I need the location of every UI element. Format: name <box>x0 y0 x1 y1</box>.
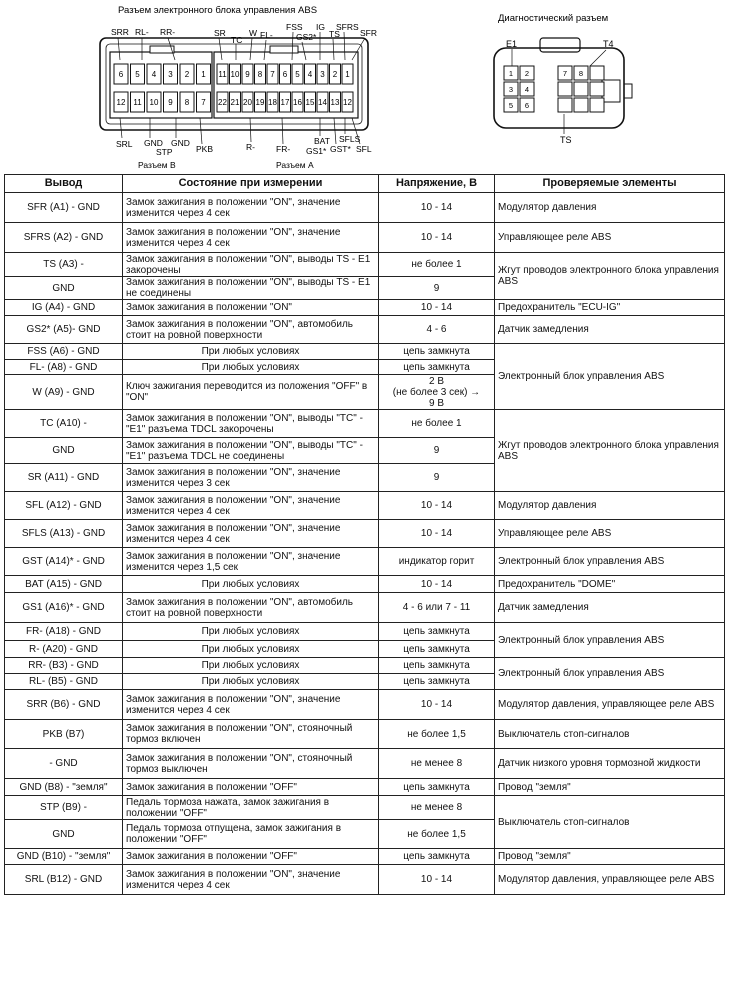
elements-cell: Датчик замедления <box>495 593 725 623</box>
table-row <box>5 253 725 277</box>
elements-cell: Модулятор давления <box>495 492 725 520</box>
condition-cell: Замок зажигания в положении "ON", стояночный тормоз выключен <box>123 749 379 779</box>
voltage-line: 2 В <box>428 375 444 387</box>
pin-cell: SFLS (A13) - GND <box>5 520 123 548</box>
pin-number: 2 <box>184 70 190 79</box>
table-row <box>5 548 725 576</box>
elements-cell: Датчик низкого уровня тормозной жидкости <box>495 749 725 779</box>
pin-number: 12 <box>116 98 126 107</box>
voltage-cell: не более 1 <box>379 253 495 277</box>
pin-label-pkb: PKB <box>196 144 214 154</box>
pin-label-gnd-2: GND <box>171 138 190 148</box>
pin-cell: SFRS (A2) - GND <box>5 223 123 253</box>
condition-cell: При любых условиях <box>123 623 379 641</box>
pin-label-sfl: SFL <box>356 144 372 154</box>
table-row <box>5 316 725 344</box>
voltage-cell: 10 - 14 <box>379 223 495 253</box>
connector-a-top-labels <box>214 22 377 45</box>
elements-cell: Провод "земля" <box>495 779 725 796</box>
diag-pin-number: 2 <box>524 69 530 78</box>
pin-number: 11 <box>218 70 227 79</box>
pin-number: 10 <box>149 98 159 107</box>
elements-cell: Электронный блок управления ABS <box>495 658 725 690</box>
elements-cell: Модулятор давления <box>495 193 725 223</box>
pin-cell: IG (A4) - GND <box>5 300 123 316</box>
voltage-cell: не более 1,5 <box>379 820 495 849</box>
table-row <box>5 344 725 360</box>
voltage-cell: 10 - 14 <box>379 193 495 223</box>
pin-label-sr: SR <box>214 28 226 38</box>
header-pin: Вывод <box>5 175 123 193</box>
voltage-cell: 4 - 6 или 7 - 11 <box>379 593 495 623</box>
header-condition: Состояние при измерении <box>123 175 379 193</box>
pin-cell: FL- (A8) - GND <box>5 360 123 375</box>
pin-number: 7 <box>201 98 206 107</box>
header-voltage: Напряжение, В <box>379 175 495 193</box>
elements-cell: Электронный блок управления ABS <box>495 548 725 576</box>
pin-label-gst: GST* <box>330 144 351 154</box>
pin-cell: GST (A14)* - GND <box>5 548 123 576</box>
condition-cell: Замок зажигания в положении "ON", автомобиль стоит на ровной поверхности <box>123 316 379 344</box>
diag-pin-number: 4 <box>524 85 530 94</box>
pin-label-tc: TC <box>231 35 243 45</box>
voltage-cell: цепь замкнута <box>379 623 495 641</box>
pin-number: 9 <box>168 98 173 107</box>
table-row <box>5 223 725 253</box>
table-row <box>5 593 725 623</box>
diag-label-e1: E1 <box>506 39 518 49</box>
pin-cell: RL- (B5) - GND <box>5 674 123 690</box>
voltage-cell: индикатор горит <box>379 548 495 576</box>
diag-pin-number: 7 <box>562 69 568 78</box>
pin-number: 1 <box>345 70 350 79</box>
condition-cell: При любых условиях <box>123 641 379 658</box>
pin-label-r: R- <box>246 142 255 152</box>
pin-cell: TC (A10) - <box>5 410 123 438</box>
elements-cell: Датчик замедления <box>495 316 725 344</box>
pin-label-sfr: SFR <box>360 28 377 38</box>
pin-number: 21 <box>230 98 240 107</box>
pin-cell: STP (B9) - <box>5 796 123 820</box>
pin-cell: PKB (B7) <box>5 720 123 749</box>
voltage-cell: 4 - 6 <box>379 316 495 344</box>
pin-label-fl: FL- <box>260 30 273 40</box>
diagnostic-connector-title: Диагностический разъем <box>498 13 609 24</box>
pin-label-gs2: GS2* <box>296 32 317 42</box>
condition-cell: Замок зажигания в положении "ON", значение изменится через 3 сек <box>123 464 379 492</box>
table-row <box>5 410 725 438</box>
voltage-cell: цепь замкнута <box>379 849 495 865</box>
voltage-cell: 10 - 14 <box>379 576 495 593</box>
diag-empty-cell <box>590 98 604 112</box>
connector-a <box>214 46 358 118</box>
voltage-cell: 10 - 14 <box>379 520 495 548</box>
elements-cell: Выключатель стоп-сигналов <box>495 720 725 749</box>
pin-cell: FR- (A18) - GND <box>5 623 123 641</box>
voltage-cell: не менее 8 <box>379 749 495 779</box>
connector-diagrams <box>0 0 730 178</box>
table-row <box>5 690 725 720</box>
pin-number: 4 <box>151 70 157 79</box>
pin-number: 16 <box>293 98 302 107</box>
pin-cell: GND <box>5 820 123 849</box>
pin-number: 19 <box>255 98 265 107</box>
condition-cell: Замок зажигания в положении "ON", автомобиль стоит на ровной поверхности <box>123 593 379 623</box>
pin-number: 15 <box>305 98 315 107</box>
diag-empty-cell <box>558 98 572 112</box>
pin-number: 3 <box>320 70 325 79</box>
elements-cell: Электронный блок управления ABS <box>495 623 725 658</box>
condition-cell: Замок зажигания в положении "ON", значение изменится через 4 сек <box>123 223 379 253</box>
pin-label-ig: IG <box>316 22 325 32</box>
elements-cell: Предохранитель "DOME" <box>495 576 725 593</box>
voltage-cell: 10 - 14 <box>379 492 495 520</box>
pin-cell: SFL (A12) - GND <box>5 492 123 520</box>
pin-number: 6 <box>118 70 124 79</box>
pin-number: 18 <box>268 98 277 107</box>
voltage-cell: 10 - 14 <box>379 690 495 720</box>
pin-cell: GND <box>5 277 123 300</box>
table-row <box>5 720 725 749</box>
voltage-cell: 9 <box>379 277 495 300</box>
condition-cell: Замок зажигания в положении "OFF" <box>123 779 379 796</box>
voltage-cell: 9 <box>379 438 495 464</box>
pin-cell: GND <box>5 438 123 464</box>
condition-cell: При любых условиях <box>123 658 379 674</box>
voltage-cell: цепь замкнута <box>379 641 495 658</box>
voltage-cell: 10 - 14 <box>379 300 495 316</box>
pin-cell: GS2* (A5)- GND <box>5 316 123 344</box>
diag-pin-number: 6 <box>524 101 530 110</box>
pin-cell: SRL (B12) - GND <box>5 865 123 895</box>
table-row <box>5 300 725 316</box>
condition-cell: Замок зажигания в положении "ON", выводы "TC" - "E1" разъема TDCL закорочены <box>123 410 379 438</box>
diag-pin-number: 5 <box>508 101 514 110</box>
pin-cell: SR (A11) - GND <box>5 464 123 492</box>
voltage-cell <box>379 375 495 410</box>
voltage-cell: цепь замкнута <box>379 344 495 360</box>
pin-number: 10 <box>230 70 240 79</box>
abs-connector-title: Разъем электронного блока управления ABS <box>118 5 318 16</box>
elements-cell: Электронный блок управления ABS <box>495 344 725 410</box>
pin-number: 4 <box>307 70 313 79</box>
voltage-cell: цепь замкнута <box>379 360 495 375</box>
pin-cell: W (A9) - GND <box>5 375 123 410</box>
table-row <box>5 520 725 548</box>
diagnostic-connector <box>494 38 632 145</box>
voltage-cell: не более 1 <box>379 410 495 438</box>
connector-b-label: Разъем B <box>138 160 176 170</box>
table-row <box>5 658 725 674</box>
table-row <box>5 492 725 520</box>
pin-cell: GND (B8) - "земля" <box>5 779 123 796</box>
diag-empty-cell <box>590 82 604 96</box>
pin-label-ts: TS <box>329 29 340 39</box>
table-row <box>5 779 725 796</box>
pin-number: 17 <box>280 98 290 107</box>
table-row <box>5 865 725 895</box>
diag-empty-cell <box>574 82 588 96</box>
elements-cell: Управляющее реле ABS <box>495 223 725 253</box>
pin-number: 22 <box>218 98 227 107</box>
pin-label-sfls: SFLS <box>339 134 361 144</box>
connector-a-label: Разъем A <box>276 160 314 170</box>
connector-a-bottom-labels <box>246 134 372 170</box>
diag-empty-cell <box>590 66 604 80</box>
condition-cell: При любых условиях <box>123 360 379 375</box>
voltage-line: 9 В <box>428 397 444 409</box>
pin-number: 9 <box>245 70 250 79</box>
voltage-cell: не менее 8 <box>379 796 495 820</box>
pin-cell: SFR (A1) - GND <box>5 193 123 223</box>
measurement-table <box>4 174 725 895</box>
pin-number: 14 <box>318 98 327 107</box>
elements-cell: Жгут проводов электронного блока управления ABS <box>495 410 725 492</box>
diag-pin-number: 8 <box>578 69 584 78</box>
diag-label-ts: TS <box>560 135 572 145</box>
abs-connector <box>100 38 368 130</box>
pin-label-srr: SRR <box>111 27 129 37</box>
pin-cell: FSS (A6) - GND <box>5 344 123 360</box>
connector-b-bottom-labels <box>116 138 213 170</box>
pin-number: 6 <box>282 70 288 79</box>
pin-label-fr: FR- <box>276 144 291 154</box>
diag-empty-cell <box>574 98 588 112</box>
condition-cell: Замок зажигания в положении "ON" <box>123 300 379 316</box>
pin-cell: RR- (B3) - GND <box>5 658 123 674</box>
pin-label-srl: SRL <box>116 139 133 149</box>
voltage-cell: 10 - 14 <box>379 865 495 895</box>
condition-cell: Замок зажигания в положении "ON", значение изменится через 4 сек <box>123 690 379 720</box>
condition-cell: Ключ зажигания переводится из положения "OFF" в "ON" <box>123 375 379 410</box>
pin-number: 5 <box>295 70 300 79</box>
diag-pin-number: 1 <box>508 69 514 78</box>
condition-cell: Замок зажигания в положении "ON", выводы TS - E1 не соединены <box>123 277 379 300</box>
connector-b-top-labels <box>111 27 175 37</box>
table-header-row <box>5 175 725 193</box>
header-elements: Проверяемые элементы <box>495 175 725 193</box>
pin-number: 2 <box>332 70 338 79</box>
pin-number: 12 <box>343 98 352 107</box>
pin-number: 3 <box>168 70 173 79</box>
pin-number: 13 <box>330 98 340 107</box>
voltage-cell: цепь замкнута <box>379 674 495 690</box>
table-row <box>5 576 725 593</box>
table-row <box>5 749 725 779</box>
pin-number: 7 <box>270 70 275 79</box>
pin-number: 20 <box>243 98 252 107</box>
pin-cell: SRR (B6) - GND <box>5 690 123 720</box>
elements-cell: Жгут проводов электронного блока управления ABS <box>495 253 725 300</box>
condition-cell: Замок зажигания в положении "ON", значение изменится через 4 сек <box>123 865 379 895</box>
pin-cell: TS (A3) - <box>5 253 123 277</box>
condition-cell: Замок зажигания в положении "ON", значение изменится через 4 сек <box>123 520 379 548</box>
pin-label-w: W <box>249 28 258 38</box>
pin-label-fss: FSS <box>286 22 303 32</box>
pin-cell: GS1 (A16)* - GND <box>5 593 123 623</box>
voltage-cell: цепь замкнута <box>379 658 495 674</box>
condition-cell: Замок зажигания в положении "ON", выводы TS - E1 закорочены <box>123 253 379 277</box>
condition-cell: При любых условиях <box>123 344 379 360</box>
pin-label-gs1: GS1* <box>306 146 327 156</box>
diag-empty-cell <box>558 82 572 96</box>
elements-cell: Модулятор давления, управляющее реле ABS <box>495 865 725 895</box>
diag-pin-number: 3 <box>508 85 514 94</box>
pin-number: 5 <box>135 70 140 79</box>
voltage-cell: 9 <box>379 464 495 492</box>
diag-label-t4: T4 <box>603 39 614 49</box>
table-row <box>5 796 725 820</box>
elements-cell: Предохранитель "ECU-IG" <box>495 300 725 316</box>
elements-cell: Управляющее реле ABS <box>495 520 725 548</box>
condition-cell: Замок зажигания в положении "OFF" <box>123 849 379 865</box>
elements-cell: Провод "земля" <box>495 849 725 865</box>
voltage-line: (не более 3 сек) → <box>392 386 481 398</box>
elements-cell: Модулятор давления, управляющее реле ABS <box>495 690 725 720</box>
condition-cell: Замок зажигания в положении "ON", значение изменится через 4 сек <box>123 492 379 520</box>
pin-number: 8 <box>184 98 190 107</box>
elements-cell: Выключатель стоп-сигналов <box>495 796 725 849</box>
pin-label-gnd-1: GND <box>144 138 163 148</box>
condition-cell: При любых условиях <box>123 576 379 593</box>
pin-label-sfrs: SFRS <box>336 22 359 32</box>
condition-cell: Замок зажигания в положении "ON", значение изменится через 4 сек <box>123 193 379 223</box>
pin-cell: BAT (A15) - GND <box>5 576 123 593</box>
condition-cell: При любых условиях <box>123 674 379 690</box>
condition-cell: Замок зажигания в положении "ON", выводы "TC" - "E1" разъема TDCL не соединены <box>123 438 379 464</box>
table-row <box>5 193 725 223</box>
condition-cell: Педаль тормоза отпущена, замок зажигания в положении "OFF" <box>123 820 379 849</box>
condition-cell: Педаль тормоза нажата, замок зажигания в положении "OFF" <box>123 796 379 820</box>
pin-number: 8 <box>257 70 263 79</box>
table-row <box>5 623 725 641</box>
connector-b <box>110 46 212 118</box>
pin-label-rl: RL- <box>135 27 149 37</box>
table-row <box>5 849 725 865</box>
condition-cell: Замок зажигания в положении "ON", значение изменится через 1,5 сек <box>123 548 379 576</box>
pin-cell: - GND <box>5 749 123 779</box>
pin-number: 11 <box>133 98 142 107</box>
pin-label-stp: STP <box>156 147 173 157</box>
voltage-cell: цепь замкнута <box>379 779 495 796</box>
pin-label-bat: BAT <box>314 136 330 146</box>
voltage-cell: не более 1,5 <box>379 720 495 749</box>
condition-cell: Замок зажигания в положении "ON", стояночный тормоз включен <box>123 720 379 749</box>
pin-label-rr: RR- <box>160 27 176 37</box>
pin-cell: R- (A20) - GND <box>5 641 123 658</box>
pin-number: 1 <box>201 70 206 79</box>
pin-cell: GND (B10) - "земля" <box>5 849 123 865</box>
